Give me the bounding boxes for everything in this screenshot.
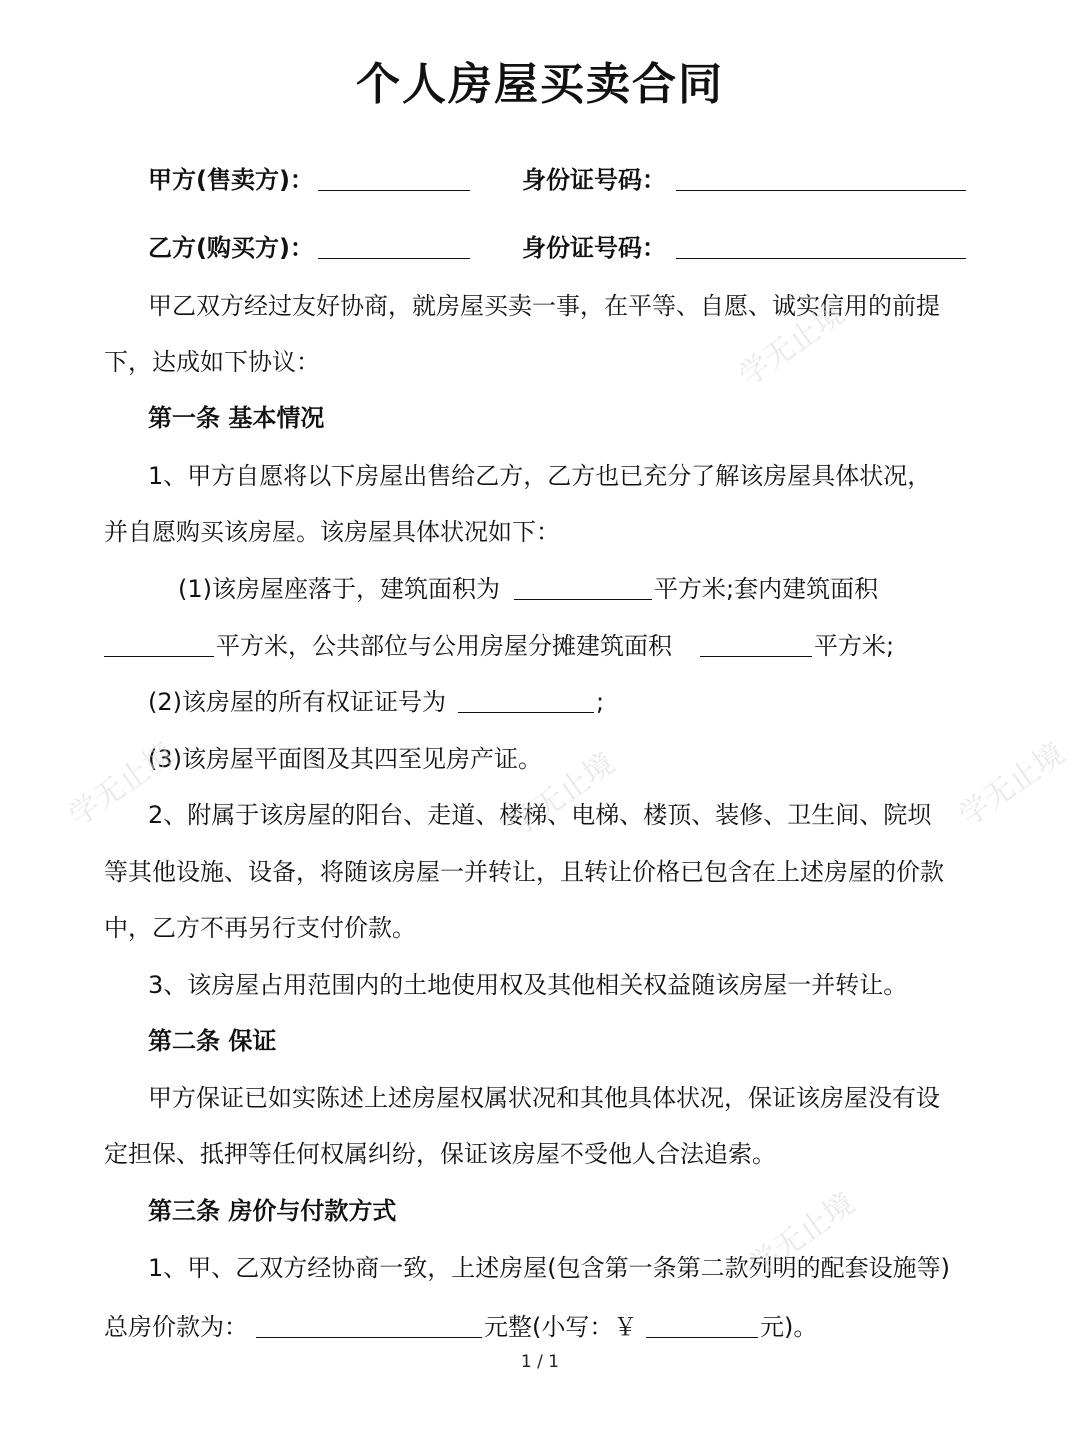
article-1-p2-line-2: 等其他设施、设备，将随该房屋一并转让，且转让价格已包含在上述房屋的价款	[104, 858, 944, 886]
price-figure-blank[interactable]	[646, 1315, 758, 1338]
party-a-label: 甲方(售卖方)：	[148, 166, 314, 194]
article-1-p1-line-2: 并自愿购买该房屋。该房屋具体状况如下：	[104, 518, 560, 546]
party-a-id-label: 身份证号码：	[522, 166, 666, 194]
watermark-graphic: 学无止境	[62, 736, 182, 834]
page-title: 个人房屋买卖合同	[356, 59, 724, 110]
party-b-label: 乙方(购买方)：	[148, 234, 314, 262]
watermark-graphic: 学无止境	[742, 1186, 862, 1284]
article-1-heading: 第一条 基本情况	[148, 404, 325, 432]
item-1-text-c: 平方米，公共部位与公用房屋分摊建筑面积	[216, 632, 672, 660]
article-1-p1-line-1: 1、甲方自愿将以下房屋出售给乙方，乙方也已充分了解该房屋具体状况，	[148, 462, 932, 490]
article-2-line-1: 甲方保证已如实陈述上述房屋权属状况和其他具体状况，保证该房屋没有设	[148, 1084, 940, 1112]
article-1-p2-line-1: 2、附属于该房屋的阳台、走道、楼梯、电梯、楼顶、装修、卫生间、院坝	[148, 801, 932, 829]
price-text-a: 总房价款为：	[104, 1313, 248, 1341]
article-2-heading: 第二条 保证	[148, 1027, 277, 1055]
article-3-p1: 1、甲、乙双方经协商一致，上述房屋(包含第一条第二款列明的配套设施等)	[148, 1254, 950, 1282]
article-1-item-3: (3)该房屋平面图及其四至见房产证。	[148, 745, 542, 773]
watermark-graphic: 学无止境	[952, 736, 1072, 834]
item-1-text-a: (1)该房屋座落于，建筑面积为	[178, 575, 500, 603]
article-1-p3: 3、该房屋占用范围内的土地使用权及其他相关权益随该房屋一并转让。	[148, 971, 908, 999]
page-number: 1 / 1	[520, 1352, 560, 1372]
item-1-text-b: 平方米;套内建筑面积	[654, 575, 879, 603]
article-3-heading: 第三条 房价与付款方式	[148, 1197, 397, 1225]
preamble-line-1: 甲乙双方经过友好协商，就房屋买卖一事，在平等、自愿、诚实信用的前提	[148, 292, 940, 320]
total-price-blank[interactable]	[256, 1315, 482, 1338]
item-1-text-d: 平方米;	[814, 632, 895, 660]
building-area-blank[interactable]	[514, 577, 652, 600]
price-text-c: 元)。	[760, 1313, 818, 1341]
certificate-number-blank[interactable]	[458, 690, 594, 713]
preamble-line-2: 下，达成如下协议：	[104, 348, 320, 376]
party-b-id-blank[interactable]	[676, 236, 966, 259]
inner-area-blank[interactable]	[104, 634, 214, 657]
price-text-b: 元整(小写：￥	[484, 1313, 638, 1341]
article-2-line-2: 定担保、抵押等任何权属纠纷，保证该房屋不受他人合法追索。	[104, 1140, 776, 1168]
party-a-blank[interactable]	[318, 168, 470, 191]
article-1-p2-line-3: 中，乙方不再另行支付价款。	[104, 914, 416, 942]
item-2-text-b: ;	[596, 688, 605, 716]
party-b-id-label: 身份证号码：	[522, 234, 666, 262]
item-2-text-a: (2)该房屋的所有权证证号为	[148, 688, 446, 716]
party-a-id-blank[interactable]	[676, 168, 966, 191]
shared-area-blank[interactable]	[700, 634, 812, 657]
watermark-graphic: 学无止境	[732, 296, 852, 394]
party-b-blank[interactable]	[318, 236, 470, 259]
watermark-graphic: 学无止境	[502, 746, 622, 844]
